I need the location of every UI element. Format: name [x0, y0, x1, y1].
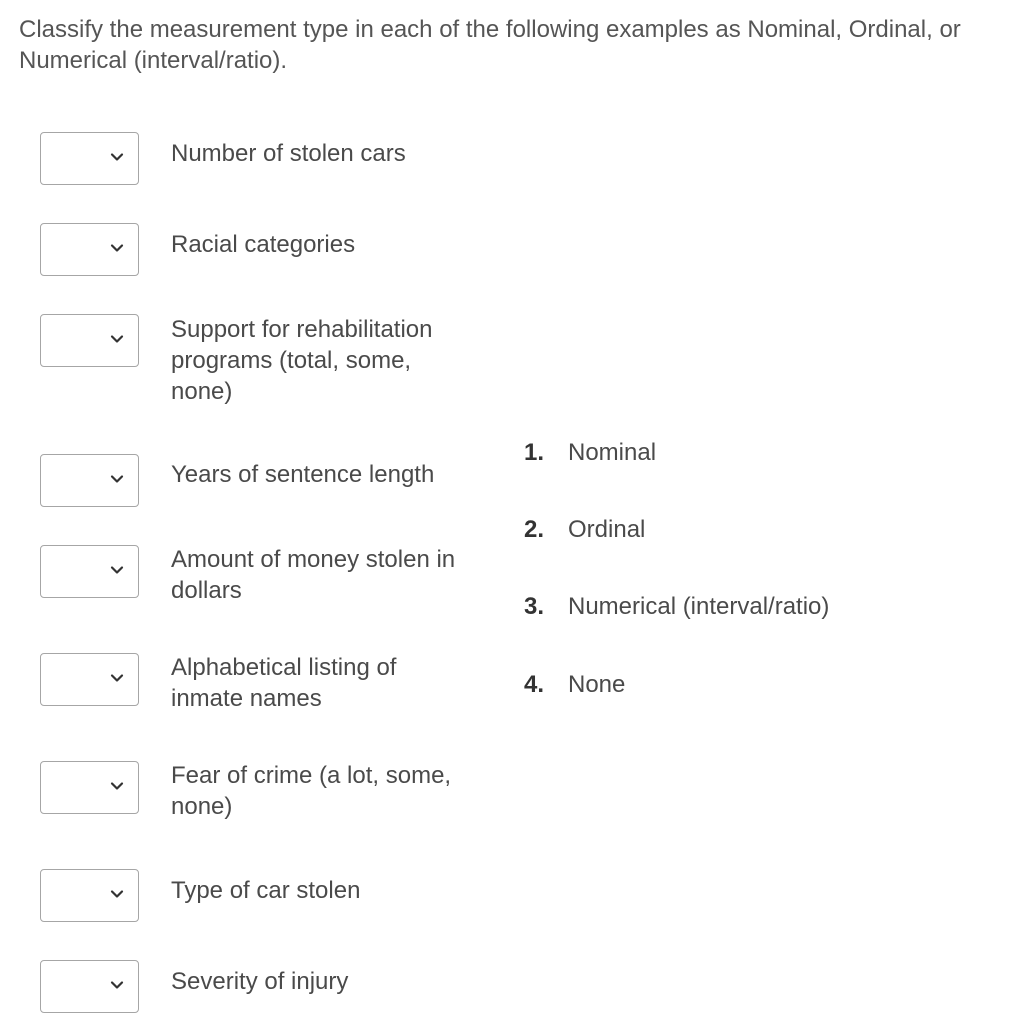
item-label-4: Years of sentence length [171, 461, 435, 488]
option-number: 3. [524, 593, 545, 620]
item-label-5: Amount of money stolen in dollars [171, 546, 456, 604]
item-label-6: Alphabetical listing of inmate names [171, 654, 397, 712]
chevron-down-icon [110, 887, 124, 901]
item-label-3: Support for rehabilitation programs (total, some, none) [171, 316, 433, 405]
option-number: 4. [524, 671, 545, 698]
chevron-down-icon [110, 779, 124, 793]
answer-dropdown-2[interactable] [40, 223, 139, 276]
answer-dropdown-7[interactable] [40, 761, 139, 814]
option-4 [524, 669, 625, 700]
option-number: 2. [524, 516, 545, 543]
answer-dropdown-5[interactable] [40, 545, 139, 598]
option-label: None [568, 671, 626, 698]
question-prompt: Classify the measurement type in each of the following examples as Nominal, Ordinal, or Numerical (interval/ratio). [19, 16, 961, 74]
item-label-7: Fear of crime (a lot, some, none) [171, 762, 452, 820]
chevron-down-icon [110, 150, 124, 164]
item-label-8: Type of car stolen [171, 877, 361, 904]
answer-dropdown-9[interactable] [40, 960, 139, 1013]
item-label-9: Severity of injury [171, 968, 349, 995]
chevron-down-icon [110, 332, 124, 346]
option-number: 1. [524, 439, 545, 466]
option-1 [524, 437, 656, 468]
chevron-down-icon [110, 563, 124, 577]
chevron-down-icon [110, 978, 124, 992]
answer-dropdown-6[interactable] [40, 653, 139, 706]
item-label-1: Number of stolen cars [171, 140, 406, 167]
chevron-down-icon [110, 472, 124, 486]
option-3 [524, 591, 829, 622]
answer-dropdown-3[interactable] [40, 314, 139, 367]
option-label: Numerical (interval/ratio) [568, 593, 830, 620]
option-label: Nominal [568, 439, 657, 466]
answer-dropdown-4[interactable] [40, 454, 139, 507]
chevron-down-icon [110, 671, 124, 685]
answer-dropdown-8[interactable] [40, 869, 139, 922]
answer-dropdown-1[interactable] [40, 132, 139, 185]
option-2 [524, 514, 645, 545]
option-label: Ordinal [568, 516, 646, 543]
chevron-down-icon [110, 241, 124, 255]
item-label-2: Racial categories [171, 231, 356, 258]
